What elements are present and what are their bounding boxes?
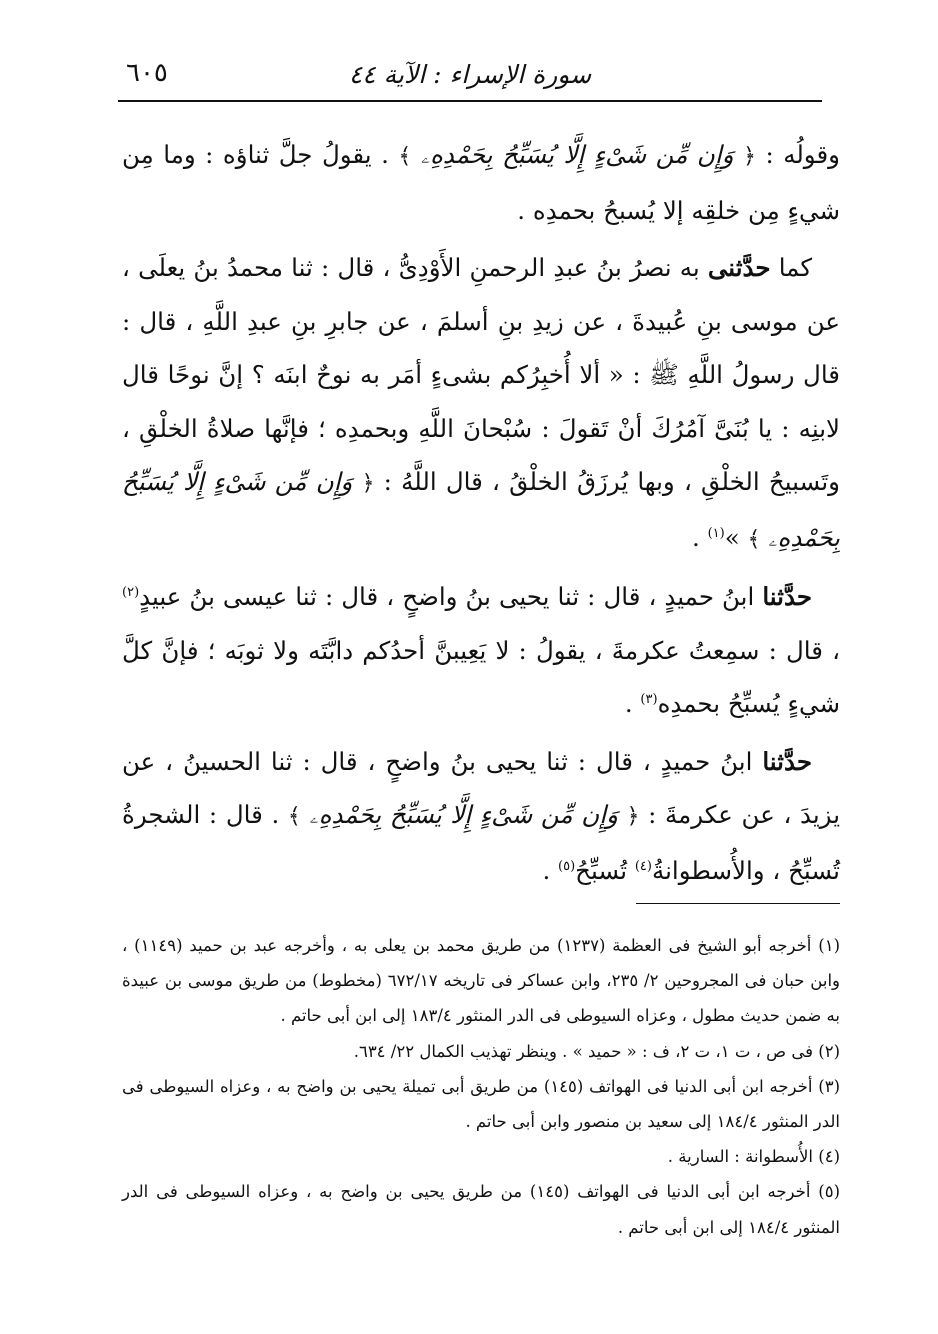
footnote-ref: (٥) <box>558 858 576 874</box>
isnad-keyword: حدَّثنى <box>707 253 771 282</box>
main-text <box>122 128 840 901</box>
footnote-5: (٥) أخرجه ابن أبى الدنيا فى الهواتف (١٤٥) من طريق يحيى بن واضح به ، وعزاه السيوطى فى الدر المنثور ١٨٤/٤ إلى ابن أبى حاتم . <box>122 1182 840 1237</box>
text-run: . <box>692 522 708 552</box>
text-run: وقولُه : <box>755 140 840 169</box>
footnote-ref: (٤) <box>634 858 652 874</box>
footnote-1: (١) أخرجه أبو الشيخ فى العظمة (١٢٣٧) من طريق محمد بن يعلى به ، وأخرجه عبد بن حميد (١١٤٩) ، وابن حبان فى المجروحين ٢/ ٢٣٥، وابن عساكر فى تاريخه ٦٧٢/١٧ (مخطوط) من طريق موسى بن عبيدة به ضمن حديث مطول ، وعزاه السيوطى فى الدر المنثور ١٨٣/٤ إلى ابن أبى حاتم . <box>122 936 841 1026</box>
quran-quote: وَإِن مِّن شَىْءٍ إِلَّا يُسَبِّحُ بِحَمْدِهِۦ <box>411 140 744 169</box>
quran-bracket-close: ﴾ <box>287 804 301 829</box>
quran-bracket-open: ﴿ <box>361 471 375 496</box>
page-number: ٦٠٥ <box>126 58 168 88</box>
paragraph-3 <box>122 570 840 731</box>
footnotes <box>122 928 840 1245</box>
footnote-2: (٢) فى ص ، ت ١، ت ٢، ف : « حميد » . وينظر تهذيب الكمال ٢٢/ ٦٣٤. <box>353 1041 840 1061</box>
quran-bracket-open: ﴿ <box>626 804 640 829</box>
text-run: به نصرُ بنُ عبدِ الرحمنِ الأَوْدِىُّ ، قال : ثنا محمدُ بنُ يعلَى ، عن موسى بنِ عُبيدةَ ، عن زيدِ بنِ أسلمَ ، عن جابرِ بنِ عبدِ اللَّهِ ، قال : قال رسولُ اللَّهِ ﷺ : « ألا أُخبِرُكم بشىءٍ أمَر به نوحٌ ابنَه ؟ إنَّ نوحًا قال لابنِه : يا بُنَىَّ آمُرُكَ أنْ تَقولَ : سُبْحانَ اللَّهِ وبحمدِه ؛ فإنَّها صلاةُ الخلْقِ ، وتَسبيحُ الخلْقِ ، وبها يُرزَقُ الخلْقُ ، قال اللَّهُ : <box>122 253 840 496</box>
quran-bracket-close: ﴾ <box>747 526 761 552</box>
text-run: ابنُ حميدٍ ، قال : ثنا يحيى بنُ واضحٍ ، قال : ثنا عيسى بنُ عبيدٍ <box>139 582 763 611</box>
text-run: تُسبِّحُ <box>575 855 635 885</box>
footnote-ref: (٣) <box>640 691 658 707</box>
footnote-3: (٣) أخرجه ابن أبى الدنيا فى الهواتف (١٤٥) من طريق أبى تميلة يحيى بن واضح به ، وعزاه السيوطى فى الدر المنثور ١٨٤/٤ إلى سعيد بن منصور وابن أبى حاتم . <box>122 1076 840 1132</box>
text-run: ابنُ حميدٍ ، قال : ثنا يحيى بنُ واضحٍ ، قال : ثنا الحسينُ ، عن يزيدَ ، عن عكرمةَ : <box>122 746 841 829</box>
text-run: ، قال : سمِعتُ عكرمةَ ، يقولُ : لا يَعِيبنَّ أحدُكم دابَّتَه ولا ثوبَه ؛ فإنَّ كلَّ شيءٍ يُسبِّحُ بحمدِه <box>122 635 840 718</box>
text-run: . <box>624 689 641 718</box>
paragraph-4 <box>122 735 840 898</box>
text-run: . <box>542 855 559 885</box>
quran-quote: وَإِن مِّن شَىْءٍ إِلَّا يُسَبِّحُ بِحَمْدِهِۦ <box>122 467 840 552</box>
text-run: » <box>724 522 748 552</box>
paragraph-1 <box>122 128 840 237</box>
quran-quote: وَإِن مِّن شَىْءٍ إِلَّا يُسَبِّحُ بِحَمْدِهِۦ <box>300 800 627 829</box>
footnote-ref: (١) <box>707 525 725 541</box>
isnad-keyword: حدَّثنا <box>762 582 812 611</box>
text-run: . يقولُ جلَّ ثناؤه : وما مِن شيءٍ مِن خلقِه إلا يُسبحُ بحمدِه . <box>122 140 840 225</box>
paragraph-2 <box>122 241 840 566</box>
footnote-4: (٤) الأُسطوانة : السارية . <box>667 1147 840 1167</box>
chapter-title: سورة الإسراء : الآية ٤٤ <box>348 60 592 89</box>
text-run: . قال : الشجرةُ تُسبِّحُ ، والأُسطوانةُ <box>122 800 840 885</box>
running-header <box>118 52 822 102</box>
footnote-ref: (٢) <box>122 584 140 600</box>
text-run: كما <box>770 253 812 282</box>
isnad-keyword: حدَّثنا <box>762 746 812 776</box>
quran-bracket-close: ﴾ <box>398 144 412 169</box>
footnote-separator <box>636 903 840 904</box>
quran-bracket-open: ﴿ <box>743 144 756 169</box>
